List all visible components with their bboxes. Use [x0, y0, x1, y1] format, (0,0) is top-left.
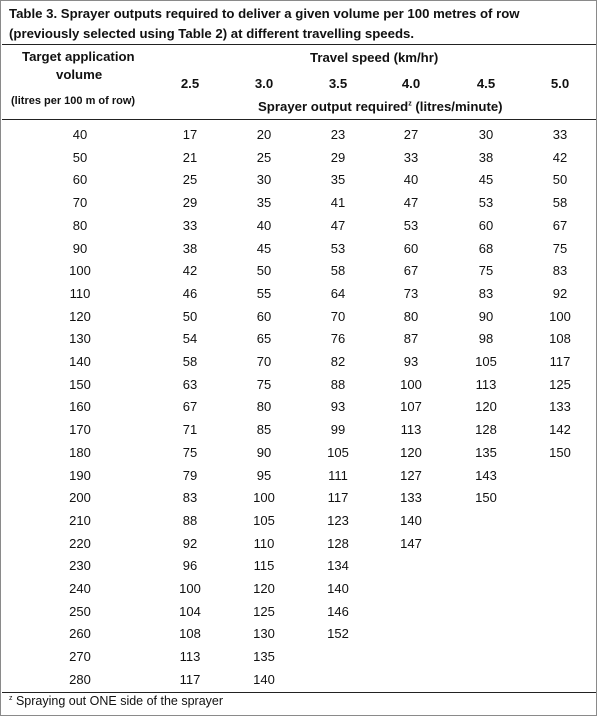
sprayer-output-cell: 128 [327, 535, 349, 551]
sprayer-output-cell: 135 [253, 649, 275, 665]
sprayer-output-cell [530, 465, 590, 488]
header-bottom-rule [2, 119, 596, 120]
target-volume-cell: 190 [69, 467, 91, 483]
sprayer-output-cell [530, 646, 590, 669]
sprayer-output-cell: 53 [478, 195, 494, 211]
sprayer-output-cell: 80 [256, 399, 272, 415]
sprayer-output-cell: 128 [475, 422, 497, 438]
sprayer-output-cell: 50 [182, 308, 198, 324]
sprayer-output-cell: 71 [182, 422, 198, 438]
target-volume-cell: 240 [69, 581, 91, 596]
sprayer-output-cell: 95 [256, 467, 272, 483]
target-volume-cell: 160 [69, 399, 91, 415]
sprayer-output-cell: 45 [478, 172, 494, 188]
sprayer-output-cell: 125 [549, 376, 571, 392]
sprayer-output-cell: 110 [253, 535, 275, 551]
target-volume-header-line2: volume [56, 67, 103, 82]
sprayer-output-cell: 41 [330, 195, 346, 211]
sprayer-output-cell: 125 [253, 603, 275, 619]
sprayer-output-cell: 83 [478, 285, 494, 301]
target-volume-cell: 80 [72, 217, 88, 233]
sprayer-output-units: (litres/minute) [411, 99, 503, 114]
sprayer-output-cell: 70 [256, 354, 272, 369]
sprayer-output-cell: 29 [182, 195, 198, 211]
target-volume-cell: 40 [72, 127, 88, 142]
footnote-text: Spraying out ONE side of the sprayer [12, 694, 224, 708]
sprayer-output-cell [530, 578, 590, 601]
sprayer-output-cell: 46 [182, 285, 198, 301]
target-volume-cell: 230 [69, 558, 91, 574]
sprayer-output-cell: 92 [552, 285, 568, 301]
sprayer-output-cell: 65 [256, 331, 272, 347]
sprayer-output-cell: 75 [256, 376, 272, 392]
sprayer-output-cell: 60 [403, 240, 419, 256]
sprayer-output-cell [530, 510, 590, 533]
sprayer-output-cell: 83 [552, 263, 568, 279]
sprayer-output-cell: 98 [478, 331, 494, 347]
sprayer-output-cell: 40 [403, 172, 419, 188]
sprayer-output-cell: 90 [256, 444, 272, 460]
sprayer-output-cell: 117 [327, 490, 349, 506]
sprayer-output-cell: 45 [256, 240, 272, 256]
sprayer-output-cell: 33 [552, 127, 568, 142]
sprayer-output-cell: 133 [400, 490, 422, 506]
sprayer-output-cell: 117 [549, 354, 571, 369]
sprayer-output-cell: 80 [403, 308, 419, 324]
sprayer-output-cell: 68 [478, 240, 494, 256]
sprayer-output-cell: 17 [182, 127, 198, 142]
sprayer-output-cell: 30 [256, 172, 272, 188]
sprayer-output-cell: 55 [256, 285, 272, 301]
sprayer-output-cell: 88 [330, 376, 346, 392]
sprayer-output-cell: 35 [330, 172, 346, 188]
sprayer-output-cell: 113 [400, 422, 422, 438]
sprayer-output-cell: 96 [182, 558, 198, 574]
sprayer-output-cell: 100 [179, 581, 201, 596]
sprayer-output-cell: 29 [330, 149, 346, 165]
sprayer-output-cell: 27 [403, 127, 419, 142]
travel-speed-header: Travel speed (km/hr) [310, 50, 439, 65]
sprayer-output-cell: 107 [400, 399, 422, 415]
sprayer-output-cell: 50 [256, 263, 272, 279]
sprayer-output-cell: 105 [327, 444, 349, 460]
sprayer-output-cell: 38 [478, 149, 494, 165]
sprayer-output-cell: 88 [182, 512, 198, 528]
target-volume-cell: 60 [72, 172, 88, 188]
target-volume-cell: 270 [69, 649, 91, 665]
sprayer-output-cell: 25 [182, 172, 198, 188]
target-volume-cell: 110 [69, 285, 91, 301]
speed-header-4: 4.5 [476, 76, 496, 91]
target-volume-cell: 150 [69, 376, 91, 392]
sprayer-output-cell: 111 [328, 467, 348, 483]
speed-header-0: 2.5 [180, 76, 200, 91]
target-volume-cell: 130 [69, 331, 91, 347]
sprayer-output-cell [308, 669, 368, 692]
table-caption: Table 3. Sprayer outputs required to deliver a given volume per 100 metres of row (previously selected using Table 2) at different travelling speeds. [9, 6, 520, 41]
sprayer-output-cell [530, 623, 590, 646]
sprayer-output-cell: 21 [182, 149, 198, 165]
sprayer-output-cell: 146 [327, 603, 349, 619]
target-volume-cell: 280 [69, 671, 91, 687]
sprayer-output-cell [456, 623, 516, 646]
sprayer-output-cell: 127 [400, 467, 422, 483]
sprayer-output-header [258, 99, 503, 114]
sprayer-output-cell: 67 [552, 217, 568, 233]
target-volume-cell: 260 [69, 626, 91, 642]
target-volume-cell: 210 [69, 512, 91, 528]
footnote [9, 694, 223, 708]
sprayer-output-cell: 33 [403, 149, 419, 165]
sprayer-output-cell [381, 669, 441, 692]
target-volume-cell: 200 [69, 490, 91, 506]
footnote-mark: z [9, 694, 13, 702]
sprayer-output-cell: 117 [179, 671, 201, 687]
sprayer-output-cell [381, 601, 441, 624]
sprayer-output-cell: 108 [179, 626, 201, 642]
target-volume-units: (litres per 100 m of row) [11, 95, 136, 107]
sprayer-output-cell [530, 555, 590, 578]
sprayer-output-cell: 58 [552, 195, 568, 211]
table-bottom-rule [2, 692, 596, 693]
sprayer-output-cell: 105 [475, 354, 497, 369]
sprayer-output-cell [530, 533, 590, 556]
sprayer-output-cell: 75 [478, 263, 494, 279]
sprayer-output-cell: 113 [475, 376, 497, 392]
sprayer-output-cell: 104 [179, 603, 201, 619]
sprayer-output-cell: 93 [403, 354, 419, 369]
sprayer-output-cell [456, 669, 516, 692]
sprayer-output-cell: 42 [182, 263, 198, 279]
sprayer-output-cell: 147 [400, 535, 422, 551]
sprayer-output-cell: 143 [475, 467, 497, 483]
sprayer-output-cell: 92 [182, 535, 198, 551]
sprayer-output-cell: 30 [478, 127, 494, 142]
header-top-rule [2, 44, 596, 45]
sprayer-output-cell: 35 [256, 195, 272, 211]
sprayer-output-cell: 83 [182, 490, 198, 506]
sprayer-output-cell: 93 [330, 399, 346, 415]
sprayer-output-cell: 20 [256, 127, 272, 142]
sprayer-output-cell: 75 [182, 444, 198, 460]
speed-header-1: 3.0 [254, 76, 274, 91]
sprayer-output-cell: 123 [327, 512, 349, 528]
sprayer-output-cell: 25 [256, 149, 272, 165]
sprayer-output-cell [530, 669, 590, 692]
target-volume-cell: 70 [72, 195, 88, 211]
target-volume-header-line1: Target application [22, 49, 135, 64]
target-volume-cell: 100 [69, 263, 91, 279]
sprayer-output-cell: 100 [253, 490, 275, 506]
target-volume-cell: 50 [72, 149, 88, 165]
sprayer-output-cell [381, 646, 441, 669]
sprayer-output-cell [456, 601, 516, 624]
sprayer-output-cell: 58 [182, 354, 198, 369]
speed-header-2: 3.5 [328, 76, 348, 91]
target-volume-cell: 90 [72, 240, 88, 256]
sprayer-output-cell [381, 578, 441, 601]
sprayer-output-cell: 120 [400, 444, 422, 460]
sprayer-output-cell: 150 [549, 444, 571, 460]
sprayer-output-cell: 115 [253, 558, 275, 574]
target-volume-cell: 140 [69, 354, 91, 369]
sprayer-output-cell: 142 [549, 422, 571, 438]
sprayer-output-cell: 90 [478, 308, 494, 324]
sprayer-output-cell: 50 [552, 172, 568, 188]
sprayer-output-cell: 53 [330, 240, 346, 256]
sprayer-output-cell [308, 646, 368, 669]
sprayer-output-cell: 70 [330, 308, 346, 324]
sprayer-output-cell: 120 [475, 399, 497, 415]
sprayer-output-cell: 134 [327, 558, 349, 574]
sprayer-output-cell [530, 601, 590, 624]
sprayer-output-cell [381, 623, 441, 646]
sprayer-output-cell: 82 [330, 354, 346, 369]
sprayer-output-cell: 53 [403, 217, 419, 233]
target-volume-cell: 180 [69, 444, 91, 460]
sprayer-output-cell: 47 [330, 217, 346, 233]
sprayer-output-cell [381, 555, 441, 578]
sprayer-output-cell: 120 [253, 581, 275, 596]
sprayer-output-cell: 23 [330, 127, 346, 142]
sprayer-output-cell [456, 555, 516, 578]
sprayer-output-cell: 79 [182, 467, 198, 483]
sprayer-output-cell: 152 [327, 626, 349, 642]
target-volume-cell: 170 [69, 422, 91, 438]
sprayer-output-cell: 73 [403, 285, 419, 301]
sprayer-output-cell: 63 [182, 376, 198, 392]
speed-header-5: 5.0 [550, 76, 570, 91]
sprayer-output-cell: 76 [330, 331, 346, 347]
sprayer-output-cell: 60 [256, 308, 272, 324]
sprayer-output-cell: 33 [182, 217, 198, 233]
sprayer-output-cell: 47 [403, 195, 419, 211]
sprayer-output-cell: 40 [256, 217, 272, 233]
sprayer-output-cell: 135 [475, 444, 497, 460]
sprayer-output-cell: 58 [330, 263, 346, 279]
target-volume-cell: 250 [69, 603, 91, 619]
sprayer-output-cell: 85 [256, 422, 272, 438]
sprayer-output-cell: 67 [182, 399, 198, 415]
sprayer-output-cell: 75 [552, 240, 568, 256]
sprayer-output-label: Sprayer output required [258, 99, 409, 114]
sprayer-output-cell: 108 [549, 331, 571, 347]
sprayer-output-cell [456, 510, 516, 533]
speed-header-3: 4.0 [401, 76, 421, 91]
target-volume-cell: 220 [69, 535, 91, 551]
sprayer-output-cell: 42 [552, 149, 568, 165]
target-volume-cell: 120 [69, 308, 91, 324]
sprayer-output-cell: 87 [403, 331, 419, 347]
sprayer-output-cell: 105 [253, 512, 275, 528]
sprayer-output-cell: 99 [330, 422, 346, 438]
sprayer-output-cell: 60 [478, 217, 494, 233]
sprayer-output-cell: 140 [253, 671, 275, 687]
sprayer-output-cell: 130 [253, 626, 275, 642]
sprayer-output-cell: 150 [475, 490, 497, 506]
sprayer-output-footnote-mark: z [408, 100, 412, 108]
sprayer-output-cell [456, 646, 516, 669]
sprayer-output-cell [530, 487, 590, 510]
sprayer-output-cell: 67 [403, 263, 419, 279]
sprayer-output-cell: 100 [400, 376, 422, 392]
sprayer-output-cell: 133 [549, 399, 571, 415]
sprayer-output-cell: 140 [327, 581, 349, 596]
sprayer-output-cell [456, 533, 516, 556]
sprayer-output-cell: 113 [179, 649, 201, 665]
sprayer-output-cell [456, 578, 516, 601]
sprayer-output-cell: 38 [182, 240, 198, 256]
sprayer-output-cell: 140 [400, 512, 422, 528]
sprayer-output-cell: 64 [330, 285, 346, 301]
sprayer-output-cell: 100 [549, 308, 571, 324]
sprayer-output-cell: 54 [182, 331, 198, 347]
